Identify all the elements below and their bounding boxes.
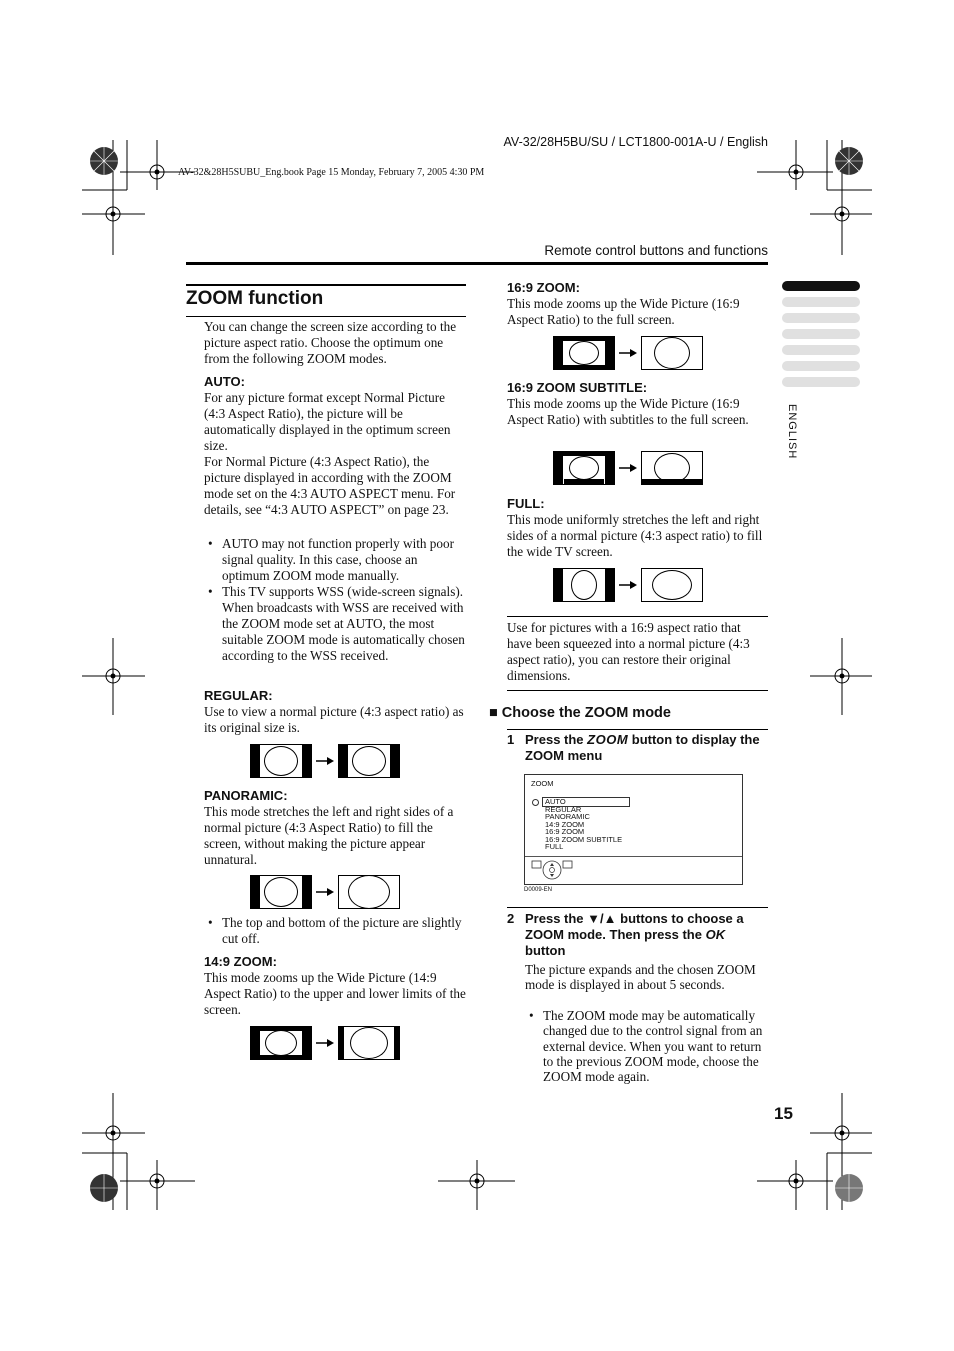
regular-heading: REGULAR: — [204, 688, 273, 703]
menu-items — [545, 798, 622, 851]
step-2-bullets — [525, 1008, 768, 1084]
menu-title: ZOOM — [531, 779, 554, 788]
result-screen — [338, 875, 400, 909]
zoom169-heading: 16:9 ZOOM: — [507, 280, 580, 295]
result-screen — [641, 451, 703, 485]
zoom149-paragraph: This mode zooms up the Wide Picture (14:9 Aspect Ratio) to the upper and lower limits of the screen. — [204, 970, 466, 1017]
side-tab — [782, 361, 860, 371]
panoramic-heading: PANORAMIC: — [204, 788, 288, 803]
side-tab-active — [782, 281, 860, 291]
list-item: • This TV supports WSS (wide-screen signals). When broadcasts with WSS are received with the ZOOM mode set at AUTO, the most suitable ZOOM mode is automatically chosen according to the WSS received. — [204, 584, 466, 664]
side-tab — [782, 329, 860, 339]
document-id: AV-32/28H5BU/SU / LCT1800-001A-U / English — [503, 135, 768, 149]
divider — [507, 616, 768, 617]
down-up-arrows-icon: ▼/▲ — [587, 911, 617, 926]
menu-item: 14:9 ZOOM — [545, 819, 585, 829]
list-item: • AUTO may not function properly with poor signal quality. In this case, choose an optimum ZOOM mode manually. — [204, 536, 466, 584]
result-screen — [641, 336, 703, 370]
arrow-icon — [619, 580, 637, 590]
title-rule-top — [186, 284, 466, 286]
ok-key-label: OK — [705, 927, 726, 942]
menu-item: PANORAMIC — [545, 812, 590, 821]
language-label: ENGLISH — [786, 404, 798, 460]
zoom169sub-heading: 16:9 ZOOM SUBTITLE: — [507, 380, 648, 395]
menu-item: REGULAR — [545, 804, 582, 814]
book-info-line: AV-32&28H5SUBU_Eng.book Page 15 Monday, February 7, 2005 4:30 PM — [178, 167, 485, 178]
panoramic-diagram — [250, 875, 402, 911]
title-rule-bottom — [186, 316, 466, 317]
side-tab — [782, 313, 860, 323]
result-screen — [338, 1026, 400, 1060]
square-bullet-icon: ■ — [489, 705, 502, 721]
side-tab — [782, 345, 860, 355]
zoom-menu-illustration — [524, 774, 743, 885]
source-screen — [553, 568, 615, 602]
zoom-key-label: ZOOM — [587, 732, 629, 747]
menu-code: D0009-EN — [524, 887, 553, 893]
source-screen — [553, 336, 615, 370]
menu-item: AUTO — [545, 797, 566, 806]
result-screen — [641, 568, 703, 602]
header-rule — [186, 262, 768, 265]
step-2-text: Press the ▼/▲ buttons to choose a ZOOM mode. Then press the OK button — [525, 911, 744, 958]
remote-keys-icon — [531, 859, 575, 881]
menu-item: FULL — [545, 842, 564, 851]
zoom169-paragraph: This mode zooms up the Wide Picture (16:9 Aspect Ratio) to the full screen. — [507, 296, 740, 327]
choose-heading: ■ Choose the ZOOM mode — [489, 705, 671, 721]
arrow-icon — [619, 348, 637, 358]
intro-paragraph: You can change the screen size according to the picture aspect ratio. Choose the optimum one from the following ZOOM modes. — [204, 319, 457, 366]
menu-item: 16:9 ZOOM — [545, 827, 585, 836]
source-screen — [553, 451, 615, 485]
side-tab — [782, 377, 860, 387]
full-heading: FULL: — [507, 496, 545, 511]
auto-heading: AUTO: — [204, 374, 245, 389]
page-title: ZOOM function — [186, 288, 324, 309]
full-paragraph: This mode uniformly stretches the left and right sides of a normal picture (4:3 aspect ratio) to fill the wide TV screen. — [507, 512, 763, 559]
menu-item: 16:9 ZOOM SUBTITLE — [545, 834, 623, 844]
arrow-icon — [316, 1038, 334, 1048]
auto-paragraph-1: For any picture format except Normal Picture (4:3 Aspect Ratio), the picture will be automatically displayed in the optimum screen size. — [204, 390, 451, 453]
source-screen — [250, 1026, 312, 1060]
regular-diagram — [250, 744, 402, 780]
divider — [507, 729, 768, 730]
arrow-icon — [316, 756, 334, 766]
section-header: Remote control buttons and functions — [544, 243, 768, 258]
full-diagram — [553, 568, 705, 604]
step-2-number: 2 — [507, 911, 515, 926]
divider — [507, 907, 768, 908]
divider — [507, 690, 768, 691]
result-screen — [338, 744, 400, 778]
zoom169-diagram — [553, 336, 705, 372]
side-tab — [782, 297, 860, 307]
source-screen — [250, 744, 312, 778]
note-paragraph: Use for pictures with a 16:9 aspect ratio that have been squeezed into a normal picture (4:3 aspect ratio), you can restore their original dimensions. — [507, 620, 750, 683]
list-item: • The ZOOM mode may be automatically changed due to the control signal from an external device. When you want to return to the previous ZOOM mode, choose the ZOOM mode again. — [525, 1008, 768, 1084]
step-1-text: Press the ZOOM button to display the ZOOM menu — [525, 732, 760, 763]
auto-paragraph-2: For Normal Picture (4:3 Aspect Ratio), the picture displayed in according with the ZOOM mode set on the 4:3 AUTO ASPECT menu. For details, see “4:3 AUTO ASPECT” on page 23. — [204, 454, 456, 517]
zoom149-diagram — [250, 1026, 402, 1062]
zoom149-heading: 14:9 ZOOM: — [204, 954, 277, 969]
source-screen — [250, 875, 312, 909]
regular-paragraph: Use to view a normal picture (4:3 aspect ratio) as its original size is. — [204, 704, 464, 735]
panoramic-paragraph: This mode stretches the left and right sides of a normal picture (4:3 Aspect Ratio) to fill the screen, without making the picture appear unnatural. — [204, 804, 454, 867]
auto-bullets — [204, 536, 466, 664]
arrow-icon — [619, 463, 637, 473]
zoom169sub-paragraph: This mode zooms up the Wide Picture (16:9 Aspect Ratio) with subtitles to the full screen. — [507, 396, 749, 427]
radio-icon — [532, 799, 539, 806]
zoom169sub-diagram — [553, 451, 705, 487]
menu-divider — [525, 856, 742, 857]
list-item: • The top and bottom of the picture are slightly cut off. — [204, 915, 466, 947]
panoramic-bullets — [204, 915, 466, 947]
step-2-detail: The picture expands and the chosen ZOOM mode is displayed in about 5 seconds. — [525, 962, 756, 992]
step-1-number: 1 — [507, 732, 515, 747]
page-number: 15 — [774, 1104, 793, 1123]
arrow-icon — [316, 887, 334, 897]
